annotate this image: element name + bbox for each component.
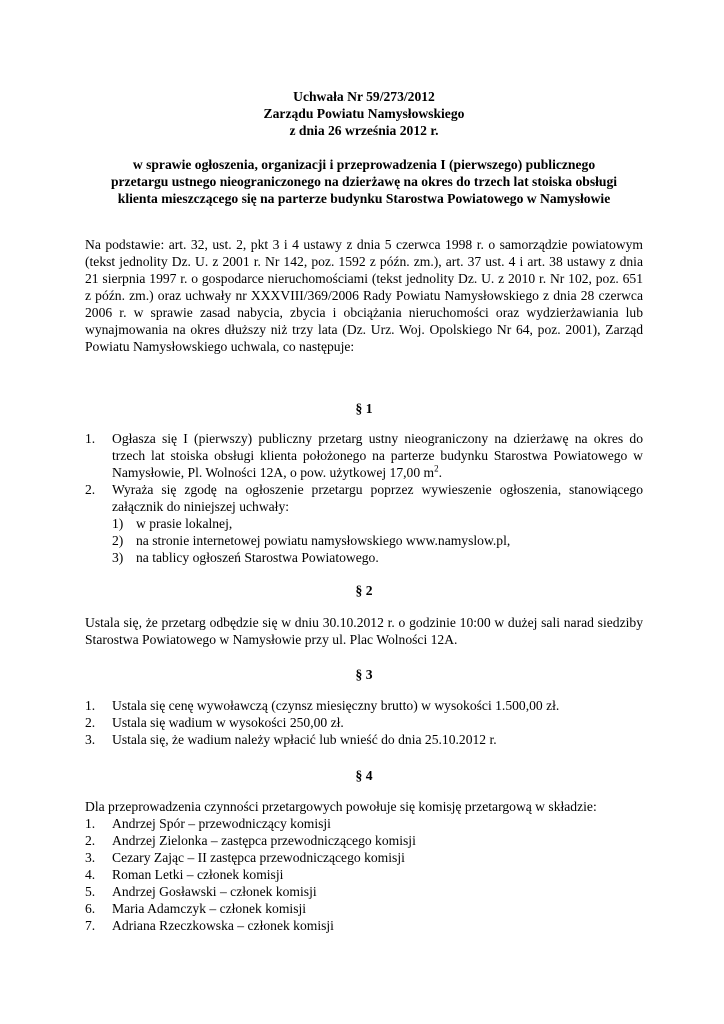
list-item (85, 849, 643, 866)
resolution-date: z dnia 26 września 2012 r. (289, 123, 439, 138)
list-item (85, 697, 643, 714)
list-item-text: Adriana Rzeczkowska – członek komisji (112, 918, 334, 933)
list-item-text: Roman Letki – członek komisji (112, 867, 284, 882)
list-item (85, 731, 643, 748)
list-item (85, 481, 643, 566)
section-4-title: § 4 (355, 768, 373, 783)
section-3-list (85, 697, 643, 748)
section-3-title: § 3 (355, 667, 373, 682)
list-item-number: 2. (85, 482, 96, 497)
subject-line-2: przetargu ustnego nieograniczonego na dzierżawę na okres do trzech lat stoiska obsługi (110, 174, 618, 189)
section-2-text: Ustala się, że przetarg odbędzie się w dniu 30.10.2012 r. o godzinie 10:00 w dużej sali narad siedziby Starostwa Powiatowego w Namysłowie przy ul. Plac Wolności 12A. (85, 615, 643, 647)
list-item (85, 815, 643, 832)
section-3-body (85, 697, 643, 748)
resolution-header (85, 88, 643, 139)
publication-channels-list (112, 515, 643, 566)
list-item-text: Wyraża się zgodę na ogłoszenie przetargu poprzez wywieszenie ogłoszenia, stanowiącego załącznik do niniejszej uchwały: (112, 482, 643, 514)
section-1-list (85, 430, 643, 566)
list-item (85, 866, 643, 883)
subject-line-3: klienta mieszczącego się na parterze budynku Starostwa Powiatowego w Namysłowie (117, 191, 611, 206)
list-item (85, 714, 643, 731)
area-unit-superscript: 2 (434, 463, 439, 474)
list-item (85, 917, 643, 934)
sublist-item (112, 549, 643, 566)
sublist-item-number: 1) (112, 516, 124, 531)
list-item-number: 6. (85, 901, 96, 916)
list-item (85, 430, 643, 481)
sublist-item-text: na tablicy ogłoszeń Starostwa Powiatowego. (136, 550, 379, 565)
list-item (85, 883, 643, 900)
list-item-number: 2. (85, 715, 96, 730)
sublist-item (112, 532, 643, 549)
committee-members-list (85, 815, 643, 934)
issuing-body: Zarządu Powiatu Namysłowskiego (263, 106, 465, 121)
list-item-number: 3. (85, 732, 96, 747)
list-item (85, 900, 643, 917)
committee-intro: Dla przeprowadzenia czynności przetargowych powołuje się komisję przetargową w składzie: (85, 799, 597, 814)
list-item-text: Ustala się, że wadium należy wpłacić lub wnieść do dnia 25.10.2012 r. (112, 732, 497, 747)
subject-line-1: w sprawie ogłoszenia, organizacji i przeprowadzenia I (pierwszego) publicznego (132, 157, 596, 172)
list-item-number: 4. (85, 867, 96, 882)
list-item-number: 5. (85, 884, 96, 899)
sublist-item-number: 3) (112, 550, 124, 565)
section-4-body (85, 798, 643, 934)
list-item-number: 1. (85, 698, 96, 713)
list-item-number: 7. (85, 918, 96, 933)
list-item-text: Ustala się cenę wywoławczą (czynsz miesięczny brutto) w wysokości 1.500,00 zł. (112, 698, 560, 713)
list-item (85, 832, 643, 849)
list-item-text: Cezary Zając – II zastępca przewodniczącego komisji (112, 850, 405, 865)
list-item-text: Maria Adamczyk – członek komisji (112, 901, 307, 916)
section-1-body (85, 430, 643, 566)
list-item-end: . (438, 465, 443, 480)
list-item-number: 2. (85, 833, 96, 848)
sublist-item-text: w prasie lokalnej, (136, 516, 233, 531)
list-item-number: 1. (85, 816, 96, 831)
list-item-text: Ustala się wadium w wysokości 250,00 zł. (112, 715, 344, 730)
legal-basis-paragraph: Na podstawie: art. 32, ust. 2, pkt 3 i 4 ustawy z dnia 5 czerwca 1998 r. o samorządzie powiatowym (tekst jednolity Dz. U. z 2001 r. Nr 142, poz. 1592 z późn. zm.), art. 37 ust. 4 i art. 38 ustawy z dnia 21 sierpnia 1997 r. o gospodarce nieruchomościami (tekst jednolity Dz. U. z 2010 r. Nr 102, poz. 651 z późn. zm.) oraz uchwały nr XXXVIII/369/2006 Rady Powiatu Namysłowskiego z dnia 28 czerwca 2006 r. w sprawie zasad nabycia, zbycia i obciążania nieruchomości oraz wydzierżawiania lub wynajmowania na okres dłuższy niż trzy lata (Dz. Urz. Woj. Opolskiego Nr 64, poz. 2001), Zarząd Powiatu Namysłowskiego uchwala, co następuje: (85, 237, 643, 354)
list-item-number: 3. (85, 850, 96, 865)
section-1-title: § 1 (355, 401, 373, 416)
list-item-text: Andrzej Zielonka – zastępca przewodniczącego komisji (112, 833, 416, 848)
sublist-item-number: 2) (112, 533, 124, 548)
list-item-number: 1. (85, 431, 96, 446)
list-item-text: Andrzej Spór – przewodniczący komisji (112, 816, 331, 831)
list-item-text: Andrzej Gosławski – członek komisji (112, 884, 317, 899)
resolution-number: Uchwała Nr 59/273/2012 (293, 89, 435, 104)
list-item-text: Ogłasza się I (pierwszy) publiczny przetarg ustny nieograniczony na dzierżawę na okres do trzech lat stoiska obsługi klienta położonego na parterze budynku Starostwa Powiatowego w Namysłowie, Pl. Wolności 12A, o pow. użytkowej 17,00 m (112, 431, 643, 480)
section-2-title: § 2 (355, 583, 373, 598)
sublist-item (112, 515, 643, 532)
sublist-item-text: na stronie internetowej powiatu namysłowskiego www.namyslow.pl, (136, 533, 511, 548)
resolution-subject (85, 156, 643, 207)
